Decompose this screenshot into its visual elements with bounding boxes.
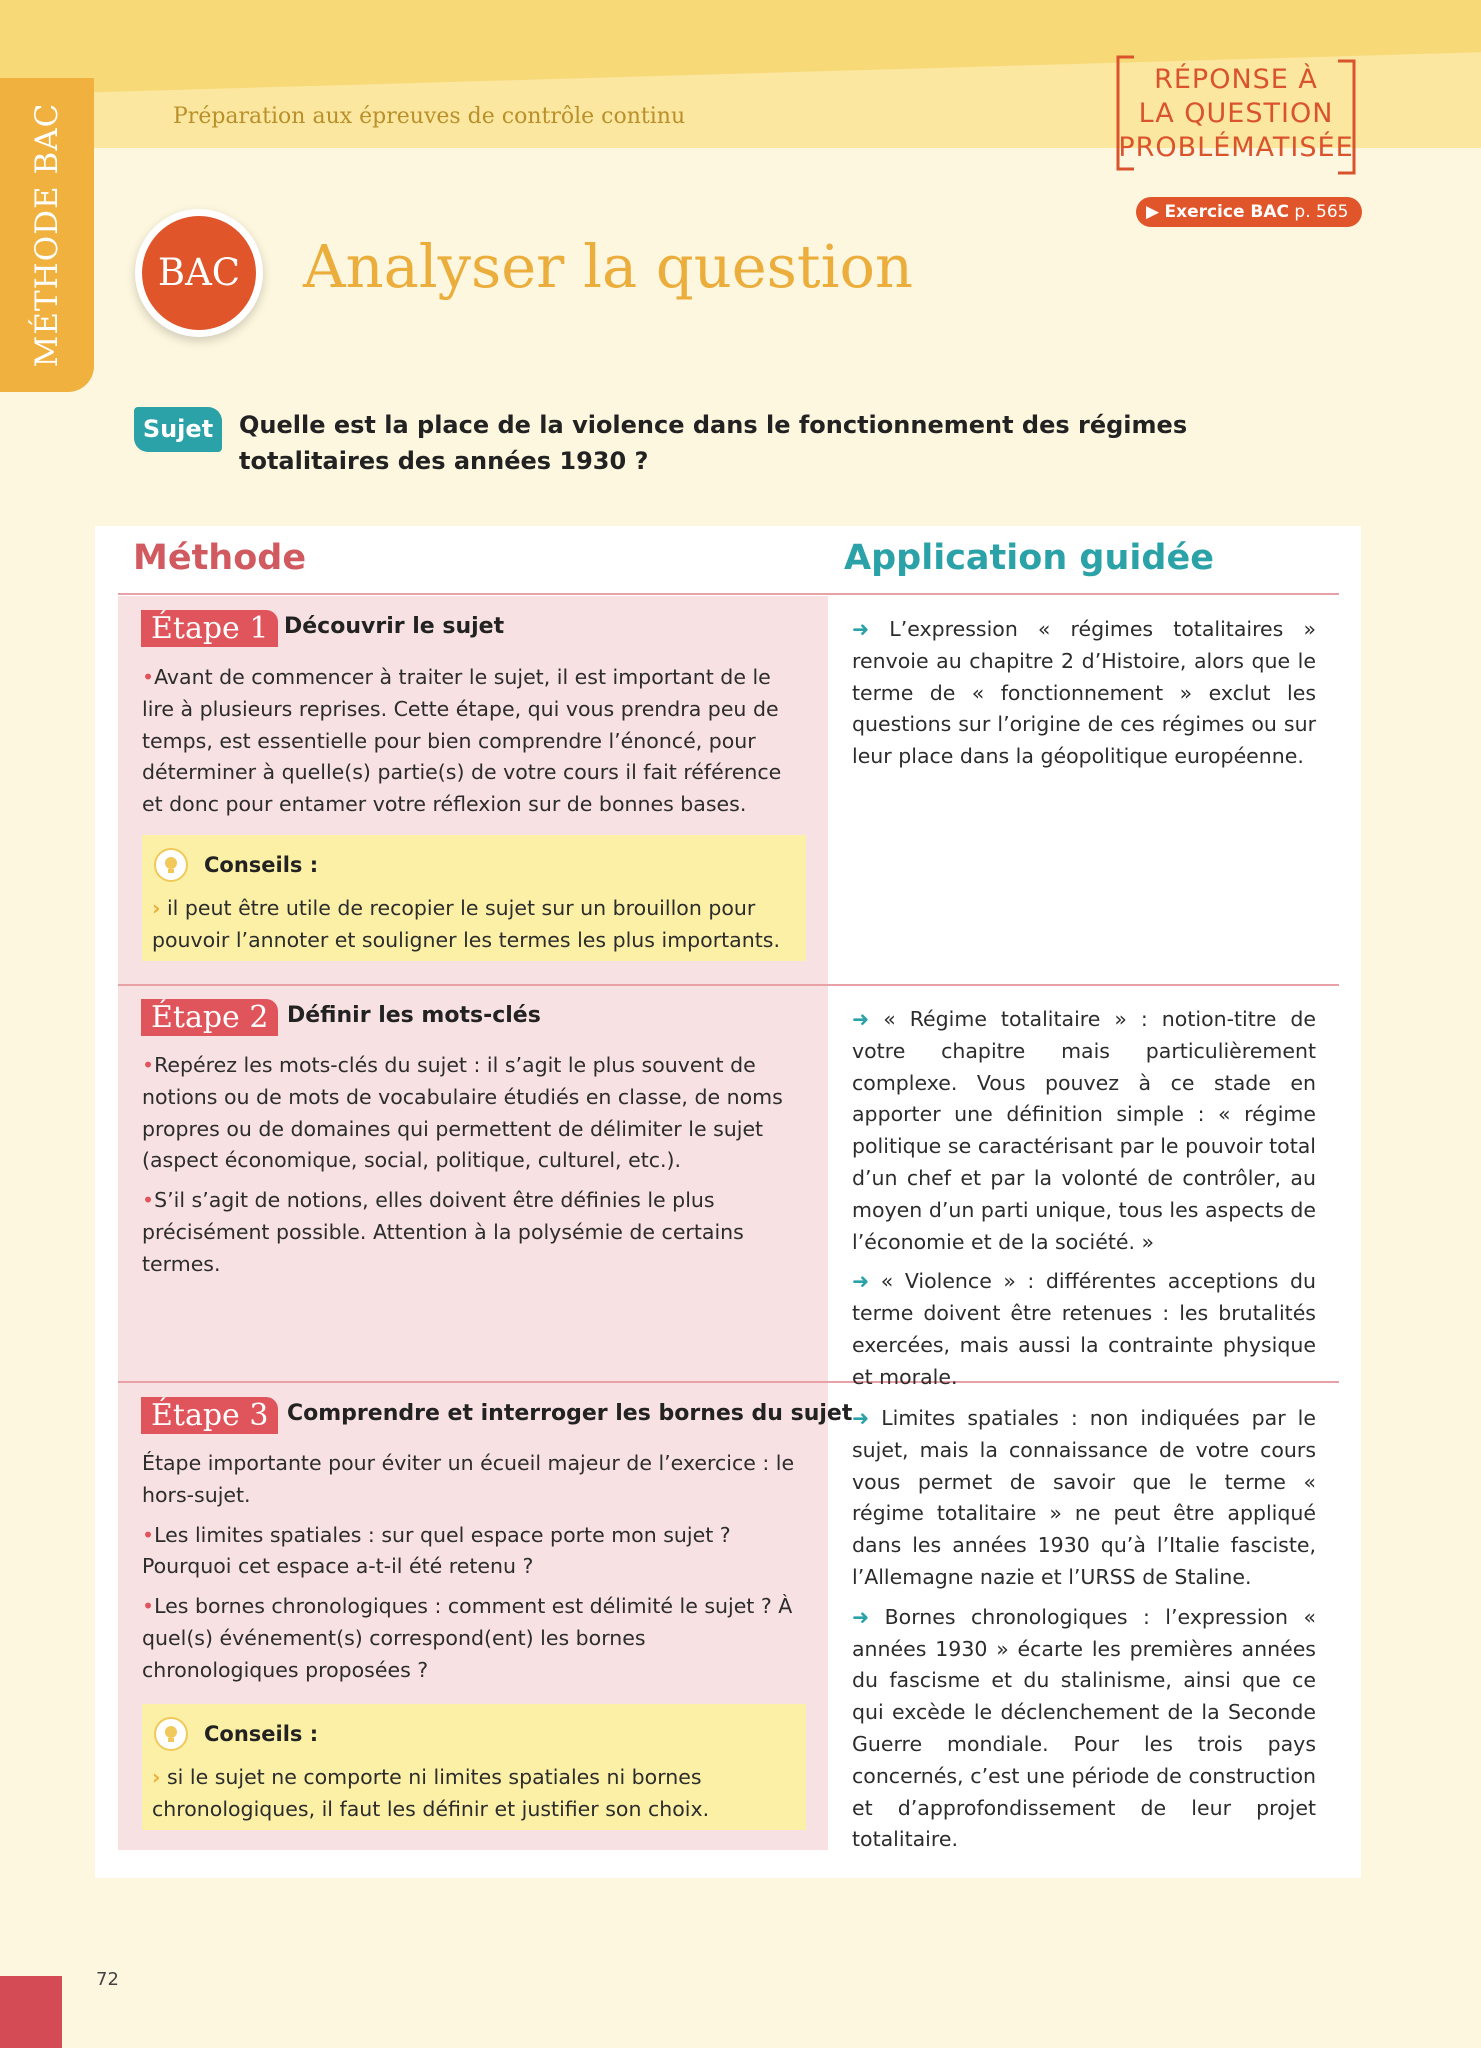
side-tab-label: MÉTHODE BAC [29,102,65,368]
bac-badge [135,209,263,337]
etape-3-application-1: Limites spatiales : non indiquées par le sujet, mais la connaissance de votre cours vous permet de savoir que le terme « régime totalitaire » ne peut être appliqué dans les années 1930 qu’à l’Italie fasciste, l’Allemagne nazie et l’URSS de Staline. [852,1406,1316,1589]
arrow-right-icon: ➜ [852,1269,870,1294]
etape-2-label: Étape 2 [141,999,278,1036]
etape-2-bullet-1: Repérez les mots-clés du sujet : il s’agit le plus souvent de notions ou de mots de vocabulaire étudiés en classe, de noms propres ou de domaines qui permettent de délimiter le sujet (aspect économique, social, politique, culturel, etc.). [142,1053,783,1173]
etape-3-bullet-1: Les limites spatiales : sur quel espace porte mon sujet ? Pourquoi cet espace a-t-il été retenu ? [142,1522,731,1579]
etape-2-text: •Repérez les mots-clés du sujet : il s’agit le plus souvent de notions ou de mots de vocabulaire étudiés en classe, de noms propres ou de domaines qui permettent de délimiter le sujet (aspect économique, social, politique, culturel, etc.). •S’il s’agit de notions, elles doivent être définies le plus précisément possible. Attention à la polysémie de certains termes. [142,1053,783,1276]
etape-1-conseil-text-wrap [152,893,792,957]
etape-3-title: Comprendre et interroger les bornes du sujet [287,1401,853,1426]
etape-3-conseil-text: si le sujet ne comporte ni limites spatiales ni bornes chronologiques, il faut les définir et justifier son choix. [152,1765,710,1821]
arrow-right-icon: ➜ [852,617,870,641]
etape-3-bullet-2: Les bornes chronologiques : comment est délimité le sujet ? À quel(s) événement(s) correspond(ent) les bornes chronologiques proposées ? [142,1594,793,1682]
etape-1-text: •Avant de commencer à traiter le sujet, il est important de le lire à plusieurs reprises. Cette étape, qui vous prendra peu de temps, est essentielle pour bien comprendre l’énoncé, pour déterminer à quelle(s) partie(s) de votre cours il fait référence et donc pour entamer votre réflexion sur de bonnes bases. [142,665,782,817]
header-divider [118,593,1339,595]
etape-1-conseil-title: Conseils : [204,853,319,877]
etape-2-application [852,1004,1316,1402]
methode-header: Méthode [133,538,307,578]
chevron-right-icon: › [152,896,161,920]
page-corner-mark [0,1976,62,2048]
etape-2-title: Définir les mots-clés [287,1003,541,1028]
etape-1-application [852,614,1316,781]
stamp-line-3: PROBLÉMATISÉE [1118,132,1354,163]
stamp-line-1: RÉPONSE À [1154,64,1318,95]
etape-1-application-1: L’expression « régimes totalitaires » renvoie au chapitre 2 d’Histoire, alors que le terme de « fonctionnement » exclut les questions sur l’origine de ces régimes ou sur leur place dans la géopolitique européenne. [852,617,1316,769]
preparation-subtitle: Préparation aux épreuves de contrôle continu [173,104,686,129]
chevron-right-icon: › [152,1765,161,1789]
arrow-right-icon: ➜ [852,1007,870,1031]
play-triangle-icon: ▶ [1146,202,1160,222]
etape-3-text: Étape importante pour éviter un écueil majeur de l’exercice : le hors-sujet. •Les limites spatiales : sur quel espace porte mon sujet ? Pourquoi cet espace a-t-il été retenu ? •Les bornes chronologiques : comment est délimité le sujet ? À quel(s) événement(s) correspond(ent) les bornes chronologiques proposées ? [142,1448,806,1695]
etape-1-title: Découvrir le sujet [284,614,505,639]
etape-3-conseil [142,1704,806,1830]
exercise-link[interactable] [1136,197,1362,227]
etape-2-bullet-2: S’il s’agit de notions, elles doivent être définies le plus précisément possible. Attention à la polysémie de certains termes. [142,1188,744,1276]
arrow-right-icon: ➜ [852,1406,870,1430]
lightbulb-icon [154,1717,188,1751]
sujet-badge: Sujet [134,407,222,452]
etape-3-conseil-title: Conseils : [204,1722,319,1746]
etape-1-conseil [142,835,806,961]
page-number: 72 [96,1969,119,1990]
application-header: Application guidée [844,538,1214,578]
etape-3-application [852,1403,1316,1864]
etape-3-application-2: Bornes chronologiques : l’expression « années 1930 » écarte les premières années du fascisme et du stalinisme, ainsi que ce qui excède le déclenchement de la Seconde Guerre mondiale. Pour les trois pays concernés, c’est une période de construction et d’approfondissement de leur projet totalitaire. [852,1604,1316,1852]
etape-1-conseil-text: il peut être utile de recopier le sujet sur un brouillon pour pouvoir l’annoter et souligner les termes les plus importants. [152,896,780,952]
etape-3-intro: Étape importante pour éviter un écueil majeur de l’exercice : le hors-sujet. [142,1451,795,1507]
sujet-question: Quelle est la place de la violence dans le fonctionnement des régimes totalitaires des années 1930 ? [239,411,1188,475]
stamp-reponse [1114,55,1358,175]
arrow-right-icon: ➜ [852,1604,870,1629]
etape-3-conseil-text-wrap [152,1762,792,1826]
bac-badge-label: BAC [142,216,256,330]
exercise-page: p. 565 [1294,202,1349,222]
etape-2-application-2: « Violence » : différentes acceptions du terme doivent être retenues : les brutalités exercées, mais aussi la contrainte physique et morale. [852,1269,1316,1389]
page-title: Analyser la question [303,232,913,301]
row-divider-1 [118,984,1339,986]
exercise-label: Exercice BAC [1164,202,1289,222]
lightbulb-icon [154,848,188,882]
etape-1-label: Étape 1 [141,610,278,647]
etape-2-application-1: « Régime totalitaire » : notion-titre de votre chapitre mais particulièrement complexe. Vous pouvez à ce stade en apporter une définition simple : « régime politique se caractérisant par le pouvoir total d’un chef et par la volonté de contrôler, au moyen d’un parti unique, tous les aspects de l’économie et de la société. » [852,1007,1316,1254]
etape-1-bullet-1: Avant de commencer à traiter le sujet, il est important de le lire à plusieurs reprises. Cette étape, qui vous prendra peu de temps, est essentielle pour bien comprendre l’énoncé, pour déterminer à quelle(s) partie(s) de votre cours il fait référence et donc pour entamer votre réflexion sur de bonnes bases. [142,665,782,817]
etape-3-label: Étape 3 [141,1397,278,1434]
stamp-line-2: LA QUESTION [1138,98,1334,129]
